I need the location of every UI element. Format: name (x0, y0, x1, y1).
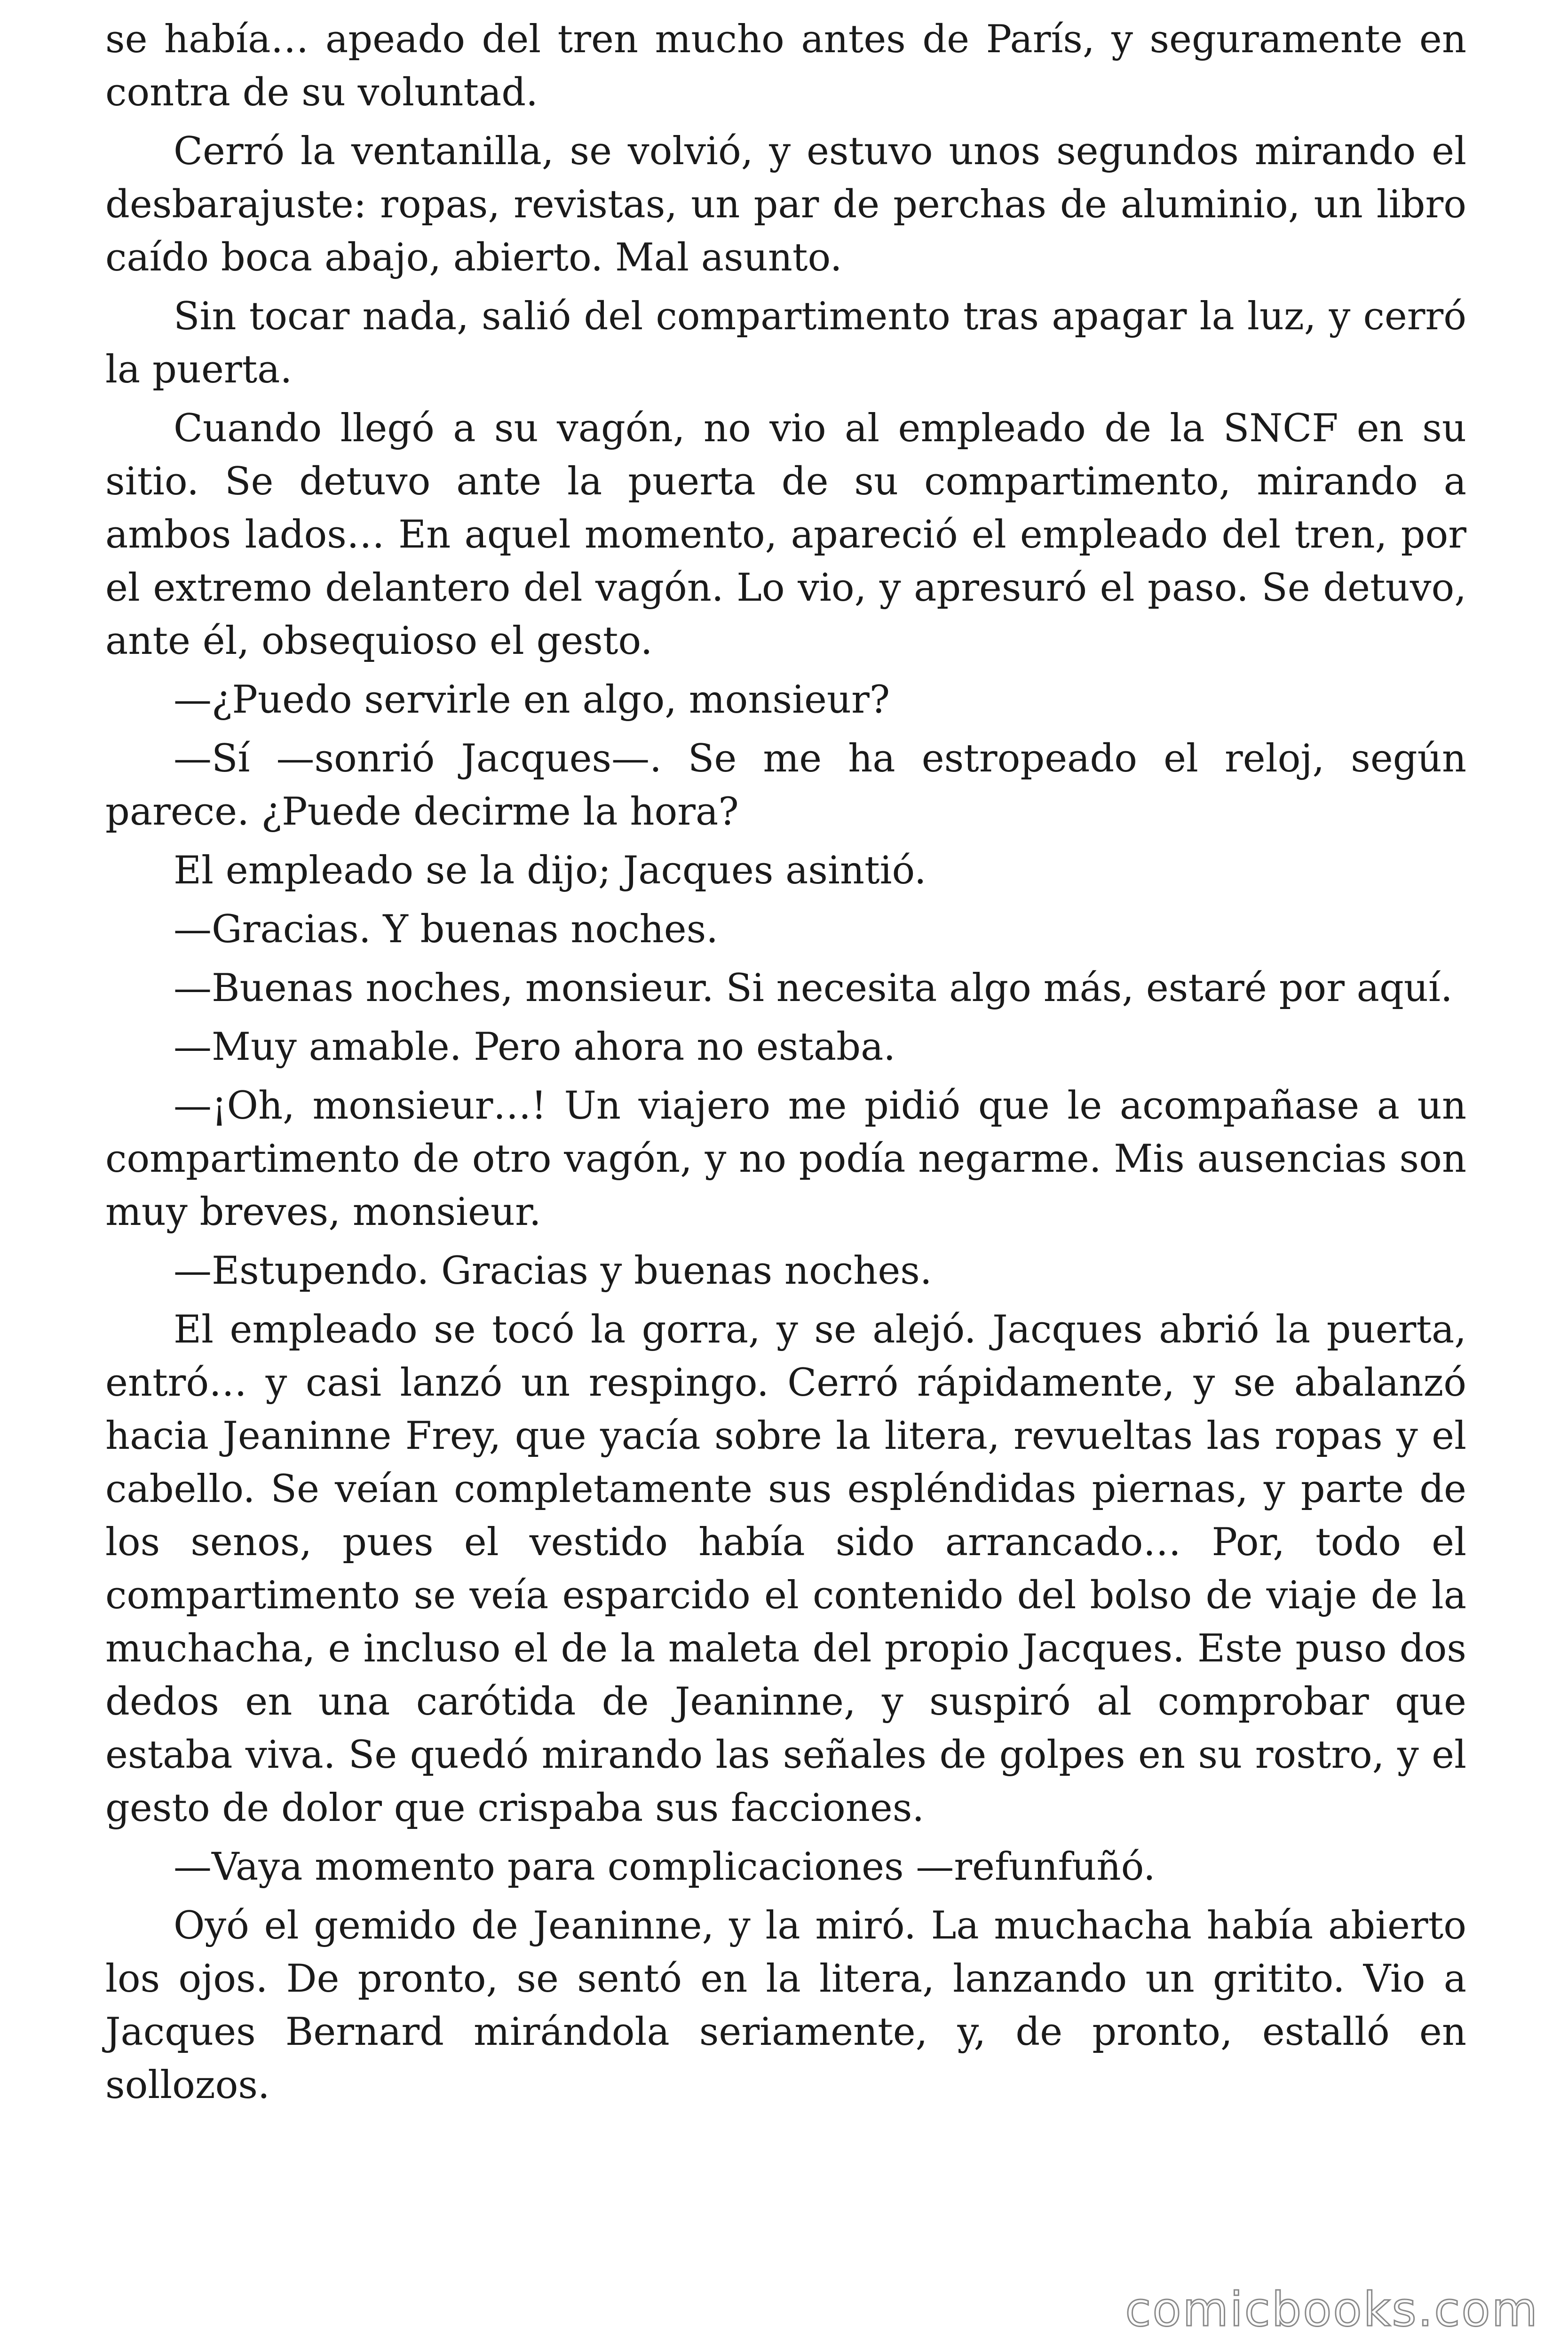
dialogue-line: —Gracias. Y buenas noches. (174, 907, 719, 952)
dialogue-line: —Vaya momento para complicaciones —refunfuñó. (174, 1845, 1156, 1889)
watermark-logo: comicbooks.com (1125, 2282, 1539, 2337)
paragraph: Cerró la ventanilla, se volvió, y estuvo unos segundos mirando el desbarajuste: ropas, revistas, un par de perchas de aluminio, un libro caído boca abajo, abierto. Mal asunto. (105, 129, 1466, 280)
paragraph: El empleado se la dijo; Jacques asintió. (174, 849, 927, 893)
dialogue-line: —Buenas noches, monsieur. Si necesita algo más, estaré por aquí. (174, 966, 1453, 1010)
dialogue-line: —Estupendo. Gracias y buenas noches. (174, 1249, 932, 1293)
body-text (105, 13, 1466, 2118)
paragraph: Oyó el gemido de Jeaninne, y la miró. La muchacha había abierto los ojos. De pronto, se sentó en la litera, lanzando un gritito. Vio a Jacques Bernard mirándola seriamente, y, de pronto, estalló en sollozos. (105, 1904, 1466, 2107)
dialogue-line: —Muy amable. Pero ahora no estaba. (174, 1025, 896, 1069)
paragraph: Sin tocar nada, salió del compartimento tras apagar la luz, y cerró la puerta. (105, 294, 1466, 392)
dialogue-line: —Sí —sonrió Jacques—. Se me ha estropeado el reloj, según parece. ¿Puede decirme la hora? (105, 737, 1466, 834)
dialogue-line: —¡Oh, monsieur…! Un viajero me pidió que le acompañase a un compartimento de otro vagón, y no podía negarme. Mis ausencias son muy breves, monsieur. (105, 1084, 1466, 1234)
dialogue-line: —¿Puedo servirle en algo, monsieur? (174, 678, 890, 722)
paragraph: El empleado se tocó la gorra, y se alejó. Jacques abrió la puerta, entró… y casi lanzó un respingo. Cerró rápidamente, y se abalanzó hacia Jeaninne Frey, que yacía sobre la litera, revueltas las ropas y el cabello. Se veían completamente sus espléndidas piernas, y parte de los senos, pues el vestido había sido arrancado… Por, todo el compartimento se veía esparcido el contenido del bolso de viaje de la muchacha, e incluso el de la maleta del propio Jacques. Este puso dos dedos en una carótida de Jeaninne, y suspiró al comprobar que estaba viva. Se quedó mirando las señales de golpes en su rostro, y el gesto de dolor que crispaba sus facciones. (105, 1308, 1466, 1830)
paragraph: Cuando llegó a su vagón, no vio al empleado de la SNCF en su sitio. Se detuvo ante la puerta de su compartimento, mirando a ambos lados… En aquel momento, apareció el empleado del tren, por el extremo delantero del vagón. Lo vio, y apresuró el paso. Se detuvo, ante él, obsequioso el gesto. (105, 406, 1466, 663)
paragraph: se había… apeado del tren mucho antes de París, y seguramente en contra de su voluntad. (105, 17, 1466, 115)
